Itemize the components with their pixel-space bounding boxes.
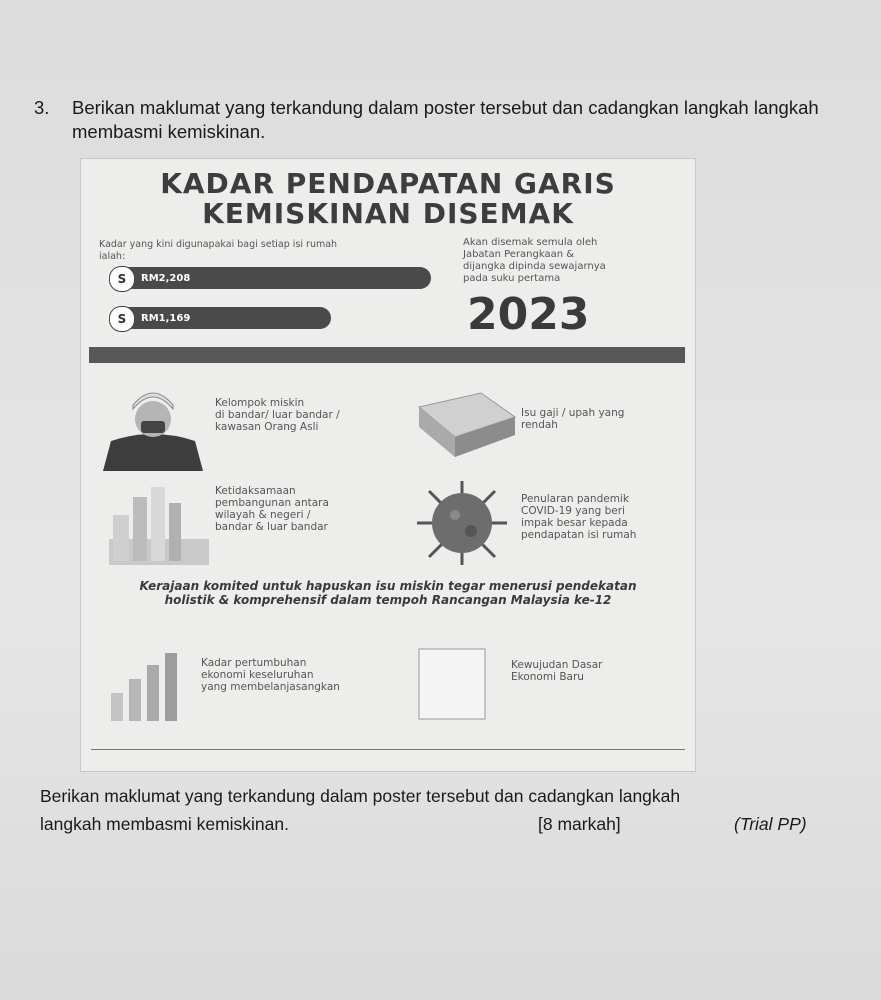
right-note-line: Akan disemak semula oleh	[463, 237, 598, 248]
city-figure	[103, 479, 211, 567]
currency-icon: S	[109, 266, 135, 292]
policy-document-figure	[413, 643, 493, 723]
poster-title-line2: KEMISKINAN DISEMAK	[202, 197, 574, 230]
money-figure	[411, 387, 521, 459]
cause-line: kawasan Orang Asli	[215, 421, 319, 433]
growth-chart-figure	[103, 643, 187, 723]
faded-note	[81, 611, 695, 621]
pill-urban	[111, 267, 431, 289]
cause-line: pembangunan antara	[215, 497, 329, 509]
bottom-line2: langkah membasmi kemiskinan.	[40, 814, 289, 834]
person-figure	[103, 379, 203, 471]
cause-4-label	[521, 493, 636, 541]
source-tag: (Trial PP)	[734, 814, 807, 834]
cause-line: impak besar kepada	[521, 517, 628, 529]
cause-line: Ekonomi Baru	[511, 671, 584, 683]
gov-line1: Kerajaan komited untuk hapuskan isu miskin tegar menerusi pendekatan	[139, 579, 637, 593]
cause-line: Kelompok miskin	[215, 397, 305, 409]
currency-icon: S	[109, 306, 135, 332]
poster	[80, 158, 696, 772]
right-note-line: dijangka dipinda sewajarnya	[463, 261, 606, 272]
cause-5-label	[201, 657, 340, 693]
cause-line: Penularan pandemik	[521, 493, 629, 505]
cause-1-label	[215, 397, 340, 433]
right-note-line: pada suku pertama	[463, 273, 561, 284]
cause-line: pendapatan isi rumah	[521, 529, 637, 541]
cause-6-label	[511, 659, 602, 683]
virus-icon	[407, 477, 517, 569]
poster-title	[81, 169, 695, 229]
footer-rule	[91, 749, 685, 750]
cause-line: di bandar/ luar bandar /	[215, 409, 340, 421]
pill-rural-value: RM1,169	[141, 312, 191, 324]
question-number: 3.	[34, 97, 50, 118]
cause-line: Ketidaksamaan	[215, 485, 296, 497]
cause-line: Kadar pertumbuhan	[201, 657, 307, 669]
bottom-line1: Berikan maklumat yang terkandung dalam poster tersebut dan cadangkan langkah	[40, 786, 681, 806]
gov-line2: holistik & komprehensif dalam tempoh Rancangan Malaysia ke-12	[164, 593, 612, 607]
poster-year: 2023	[467, 289, 590, 340]
cause-line: COVID-19 yang beri	[521, 505, 625, 517]
poster-right-note	[463, 237, 663, 285]
cause-line: wilayah & negeri /	[215, 509, 311, 521]
marks: [8 markah]	[538, 814, 621, 834]
poster-band	[89, 347, 685, 363]
cause-line: yang membelanjasangkan	[201, 681, 340, 693]
cause-line: rendah	[521, 419, 558, 431]
cause-line: ekonomi keseluruhan	[201, 669, 314, 681]
pill-urban-value: RM2,208	[141, 272, 191, 284]
question-text: Berikan maklumat yang terkandung dalam poster tersebut dan cadangkan langkah langkah membasmi kemiskinan.	[72, 97, 819, 142]
cause-line: bandar & luar bandar	[215, 521, 328, 533]
poster-intro: Kadar yang kini digunapakai bagi setiap isi rumah ialah:	[99, 239, 338, 262]
government-statement	[81, 579, 695, 607]
cause-line: Kewujudan Dasar	[511, 659, 603, 671]
poster-title-line1: KADAR PENDAPATAN GARIS	[160, 167, 616, 200]
cause-2-label	[521, 407, 624, 431]
cause-3-label	[215, 485, 329, 533]
cause-line: Isu gaji / upah yang	[521, 407, 625, 419]
right-note-line: Jabatan Perangkaan &	[463, 249, 575, 260]
pill-rural	[111, 307, 331, 329]
